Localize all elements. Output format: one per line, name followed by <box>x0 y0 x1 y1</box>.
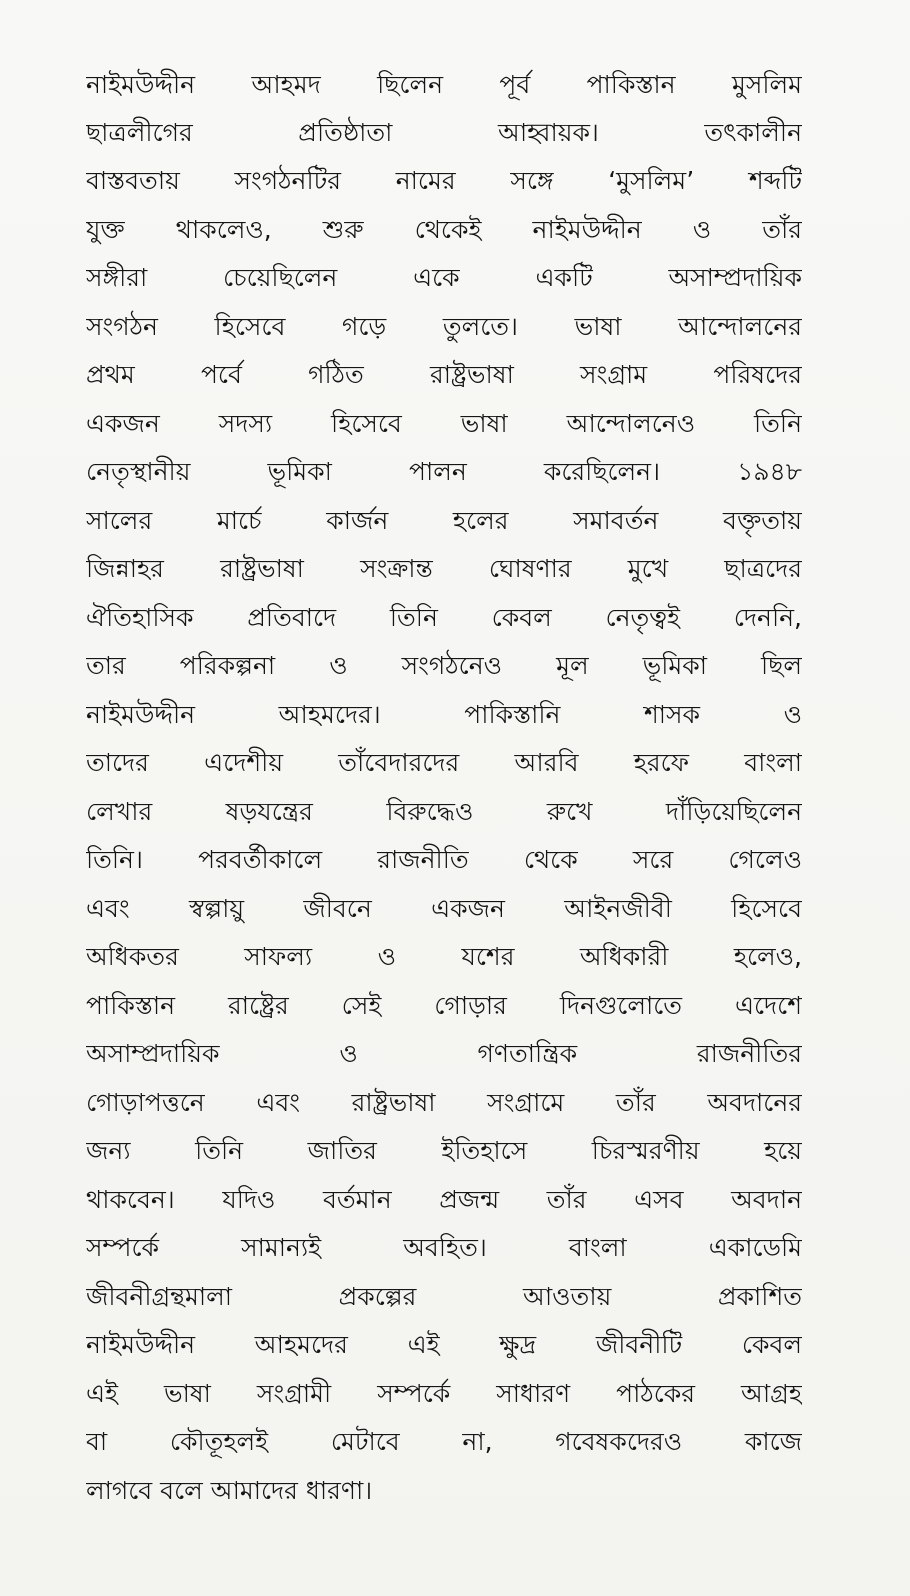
text-line-26: জীবনীগ্রন্থমালা প্রকল্পের আওতায় প্রকাশিত <box>86 1282 802 1311</box>
text-line-14: নাইমউদ্দীন আহমদের। পাকিস্তানি শাসক ও <box>86 700 802 729</box>
text-line-22: গোড়াপত্তনে এবং রাষ্ট্রভাষা সংগ্রামে তাঁর অবদানের <box>86 1088 802 1117</box>
text-line-25: সম্পর্কে সামান্যই অবহিত। বাংলা একাডেমি <box>86 1233 802 1262</box>
text-line-9: নেতৃস্থানীয় ভূমিকা পালন করেছিলেন। ১৯৪৮ <box>86 457 802 486</box>
text-line-1: নাইমউদ্দীন আহমদ ছিলেন পূর্ব পাকিস্তান মুসলিম <box>86 70 802 99</box>
text-line-28: এই ভাষা সংগ্রামী সম্পর্কে সাধারণ পাঠকের আগ্রহ <box>86 1379 802 1408</box>
text-line-13: তার পরিকল্পনা ও সংগঠনেও মূল ভূমিকা ছিল <box>86 651 802 680</box>
text-line-8: একজন সদস্য হিসেবে ভাষা আন্দোলনেও তিনি <box>86 409 802 438</box>
text-line-30: লাগবে বলে আমাদের ধারণা। <box>86 1476 373 1505</box>
text-line-20: পাকিস্তান রাষ্ট্রের সেই গোড়ার দিনগুলোতে এদেশে <box>86 991 802 1020</box>
text-line-11: জিন্নাহর রাষ্ট্রভাষা সংক্রান্ত ঘোষণার মুখে ছাত্রদের <box>86 554 802 583</box>
text-line-29: বা কৌতূহলই মেটাবে না, গবেষকদেরও কাজে <box>86 1427 802 1456</box>
text-line-4: যুক্ত থাকলেও, শুরু থেকেই নাইমউদ্দীন ও তাঁর <box>86 215 802 244</box>
text-line-15: তাদের এদেশীয় তাঁবেদারদের আরবি হরফে বাংলা <box>86 748 802 777</box>
text-line-21: অসাম্প্রদায়িক ও গণতান্ত্রিক রাজনীতির <box>86 1039 802 1068</box>
text-line-19: অধিকতর সাফল্য ও যশের অধিকারী হলেও, <box>86 942 802 971</box>
text-line-6: সংগঠন হিসেবে গড়ে তুলতে। ভাষা আন্দোলনের <box>86 312 802 341</box>
text-line-18: এবং স্বল্পায়ু জীবনে একজন আইনজীবী হিসেবে <box>86 894 802 923</box>
text-line-3: বাস্তবতায় সংগঠনটির নামের সঙ্গে ‘মুসলিম’ শব্দটি <box>86 166 802 195</box>
text-line-2: ছাত্রলীগের প্রতিষ্ঠাতা আহ্বায়ক। তৎকালীন <box>86 118 802 147</box>
text-line-10: সালের মার্চে কার্জন হলের সমাবর্তন বক্তৃতায় <box>86 506 802 535</box>
text-line-16: লেখার ষড়যন্ত্রের বিরুদ্ধেও রুখে দাঁড়িয়েছিলেন <box>86 797 802 826</box>
text-line-23: জন্য তিনি জাতির ইতিহাসে চিরস্মরণীয় হয়ে <box>86 1136 802 1165</box>
text-line-24: থাকবেন। যদিও বর্তমান প্রজন্ম তাঁর এসব অবদান <box>86 1185 802 1214</box>
document-body-text <box>86 62 802 1552</box>
text-line-7: প্রথম পর্বে গঠিত রাষ্ট্রভাষা সংগ্রাম পরিষদের <box>86 360 802 389</box>
text-line-5: সঙ্গীরা চেয়েছিলেন একে একটি অসাম্প্রদায়িক <box>86 263 802 292</box>
text-line-12: ঐতিহাসিক প্রতিবাদে তিনি কেবল নেতৃত্বই দেননি, <box>86 603 802 632</box>
text-line-27: নাইমউদ্দীন আহমদের এই ক্ষুদ্র জীবনীটি কেবল <box>86 1330 802 1359</box>
text-line-17: তিনি। পরবর্তীকালে রাজনীতি থেকে সরে গেলেও <box>86 845 802 874</box>
